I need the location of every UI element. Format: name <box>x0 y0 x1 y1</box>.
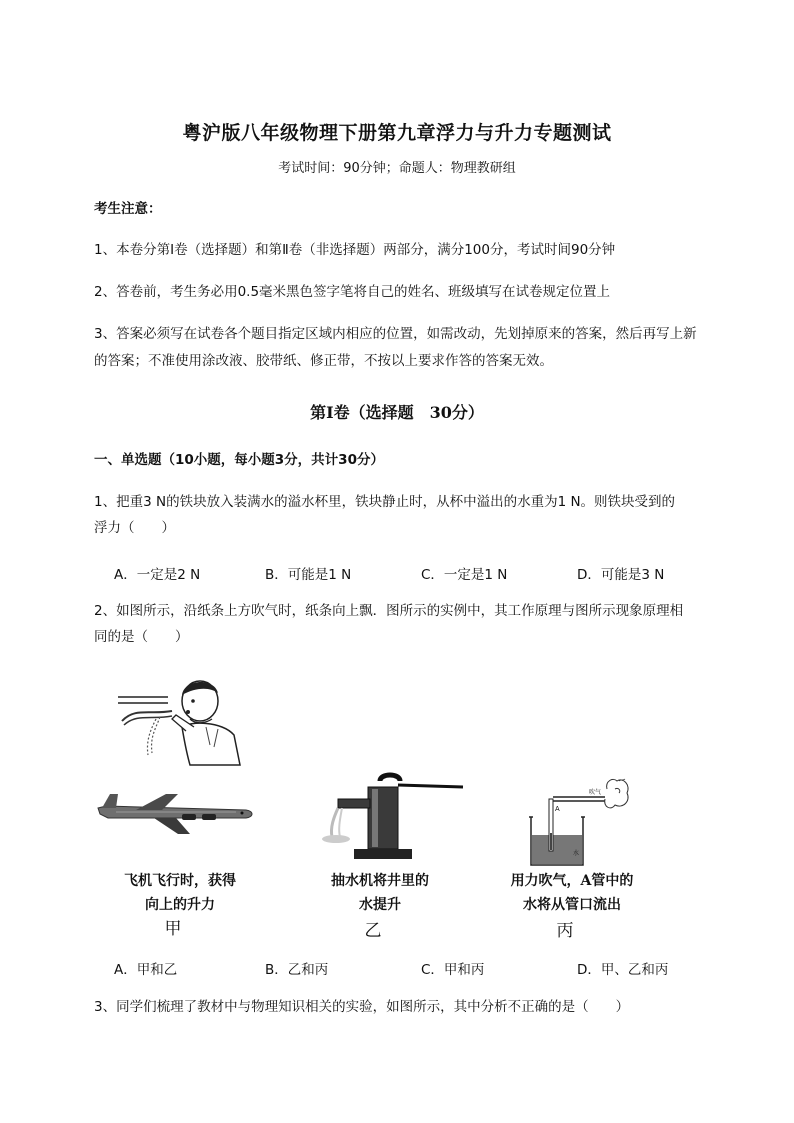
figure-yi-caption-line-2: 水提升 <box>359 897 401 913</box>
figure-bing-caption-line-1: 用力吹气，A管中的 <box>510 873 634 889</box>
boy-blowing-paper-figure <box>110 675 245 765</box>
question-1-stem: 1、把重3 N的铁块放入装满水的溢水杯里，铁块静止时，从杯中溢出的水重为1 N。则铁块受到的 <box>94 494 676 510</box>
q1-option-a[interactable]: A．一定是2 N <box>114 567 201 583</box>
notice-item-3-cont: 的答案；不准使用涂改液、胶带纸、修正带，不按以上要求作答的答案无效。 <box>94 353 553 369</box>
figure-bing-caption-line-2: 水将从管口流出 <box>523 897 621 913</box>
q1-option-d[interactable]: D．可能是3 N <box>577 567 665 583</box>
part-heading: 一、单选题（10小题，每小题3分，共计30分） <box>94 452 384 468</box>
q2-option-d[interactable]: D．甲、乙和丙 <box>577 962 669 978</box>
question-2-stem: 2、如图所示，沿纸条上方吹气时，纸条向上飘．图所示的实例中，其工作原理与图所示现象原理相 <box>94 603 684 619</box>
figure-yi-caption-line-1: 抽水机将井里的 <box>331 873 429 889</box>
water-label: 水 <box>573 851 580 857</box>
section-title: 第I卷（选择题 30分） <box>310 403 484 422</box>
figure-jia-label: 甲 <box>164 919 182 939</box>
q1-option-c[interactable]: C．一定是1 N <box>421 567 508 583</box>
figure-bing-caption <box>492 869 652 917</box>
notice-item-2: 2、答卷前，考生务必用0.5毫米黑色签字笔将自己的姓名、班级填写在试卷规定位置上 <box>94 284 611 300</box>
notice-item-3: 3、答案必须写在试卷各个题目指定区域内相应的位置，如需改动，先划掉原来的答案，然后再写上新 <box>94 326 697 342</box>
question-1-stem-cont: 浮力（ ） <box>94 520 175 536</box>
figure-yi-label: 乙 <box>364 921 382 941</box>
q2-option-c[interactable]: C．甲和丙 <box>421 962 485 978</box>
exam-meta: 考试时间：90分钟；命题人：物理教研组 <box>278 161 516 176</box>
water-pump-figure <box>318 775 468 865</box>
q2-option-a[interactable]: A．甲和乙 <box>114 962 178 978</box>
tube-a-label: A <box>555 806 560 813</box>
question-2-stem-cont: 同的是（ ） <box>94 629 189 645</box>
blowing-tube-figure <box>525 775 635 870</box>
figure-jia-caption-line-1: 飞机飞行时，获得 <box>124 873 236 889</box>
notice-heading: 考生注意： <box>94 201 162 217</box>
q1-option-b[interactable]: B．可能是1 N <box>265 567 352 583</box>
question-3-stem: 3、同学们梳理了教材中与物理知识相关的实验，如图所示，其中分析不正确的是（ ） <box>94 999 630 1015</box>
notice-item-1: 1、本卷分第I卷（选择题）和第Ⅱ卷（非选择题）两部分，满分100分，考试时间90分钟 <box>94 242 616 258</box>
page-title: 粤沪版八年级物理下册第九章浮力与升力专题测试 <box>182 122 612 144</box>
airplane-figure <box>96 790 256 840</box>
blow-air-label: 吹气 <box>589 790 602 796</box>
figure-jia-caption-line-2: 向上的升力 <box>145 897 215 913</box>
figure-jia-caption <box>100 869 260 917</box>
figure-bing-label: 丙 <box>556 921 574 941</box>
figure-yi-caption <box>300 869 460 917</box>
q2-option-b[interactable]: B．乙和丙 <box>265 962 329 978</box>
